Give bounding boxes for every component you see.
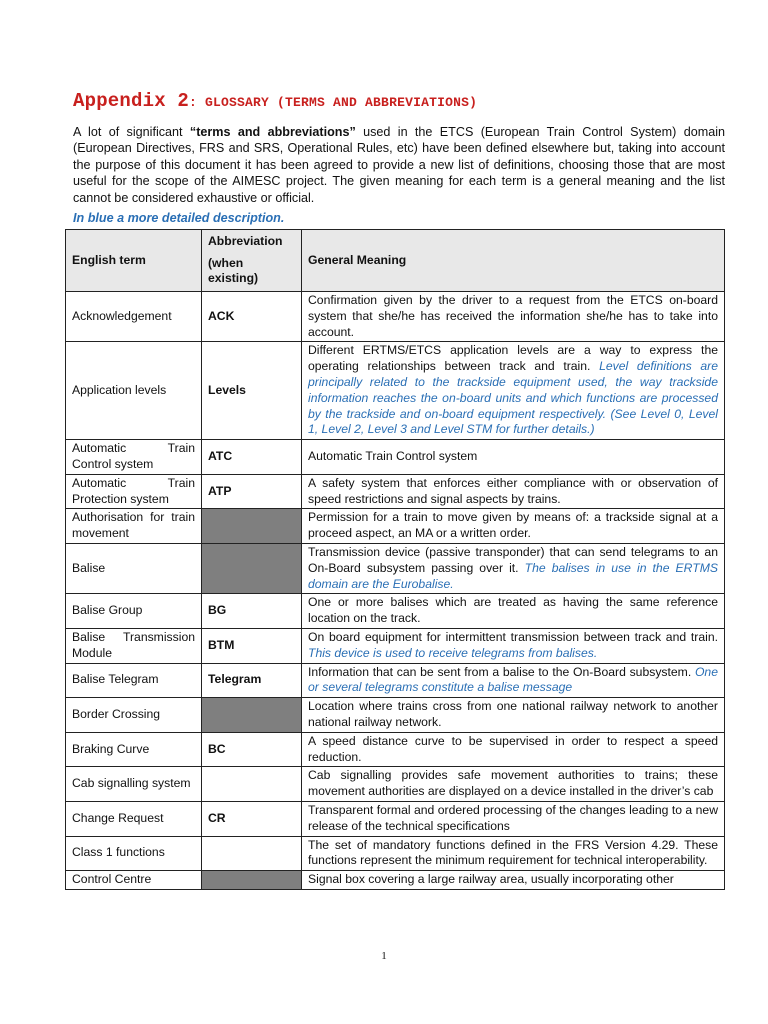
term-cell: Automatic Train Control system xyxy=(66,440,202,475)
term-cell: Border Crossing xyxy=(66,698,202,733)
header-abbreviation xyxy=(202,230,302,292)
meaning-cell xyxy=(302,509,725,544)
meaning-text: Confirmation given by the driver to a request from the ETCS on-board system that she/he has received the information she/he has to take into account. xyxy=(308,293,718,339)
term-cell: Authorisation for train movement xyxy=(66,509,202,544)
meaning-text: A safety system that enforces either compliance with or observation of speed restrictions and signal aspects by trains. xyxy=(308,475,718,506)
abbreviation-cell: BC xyxy=(202,732,302,767)
meaning-detail: Level definitions are principally related to the trackside equipment used, the way trackside information reaches the on-board units and which functions are processed by the trackside and on-board equipment respectively. (See Level 0, Level 1, Level 2, Level 3 and Level STM for further details.) xyxy=(308,359,718,437)
term-cell: Class 1 functions xyxy=(66,836,202,871)
term-cell: Control Centre xyxy=(66,871,202,890)
meaning-cell xyxy=(302,871,725,890)
table-row xyxy=(66,474,725,509)
table-row xyxy=(66,342,725,440)
abbreviation-cell xyxy=(202,836,302,871)
term-cell: Cab signalling system xyxy=(66,767,202,802)
page-title xyxy=(73,90,477,112)
abbreviation-cell xyxy=(202,871,302,890)
meaning-text: Location where trains cross from one national railway network to another national railway network. xyxy=(308,699,718,729)
table-row xyxy=(66,663,725,698)
table-row xyxy=(66,594,725,629)
table-row xyxy=(66,543,725,593)
intro-bold-term: “terms and abbreviations” xyxy=(189,125,356,139)
meaning-cell xyxy=(302,543,725,593)
meaning-cell xyxy=(302,342,725,440)
meaning-text: On board equipment for intermittent transmission between track and train. xyxy=(308,629,718,644)
meaning-cell xyxy=(302,732,725,767)
meaning-text: One or more balises which are treated as having the same reference location on the track. xyxy=(308,595,718,626)
table-row xyxy=(66,836,725,871)
meaning-text: The set of mandatory functions defined in the FRS Version 4.29. These functions represent the minimum requirement for technical interoperability. xyxy=(308,837,718,868)
title-main: Appendix 2 xyxy=(73,90,190,112)
meaning-cell xyxy=(302,474,725,509)
blue-note: In blue a more detailed description. xyxy=(73,211,285,225)
table-row xyxy=(66,628,725,663)
term-cell: Balise Transmission Module xyxy=(66,628,202,663)
table-row xyxy=(66,732,725,767)
abbreviation-cell: BG xyxy=(202,594,302,629)
meaning-detail: This device is used to receive telegrams from balises. xyxy=(308,645,598,660)
meaning-text: Signal box covering a large railway area, usually incorporating other xyxy=(308,872,674,887)
glossary-table xyxy=(65,229,725,890)
table-row xyxy=(66,509,725,544)
page-number: 1 xyxy=(381,950,387,962)
meaning-cell xyxy=(302,440,725,475)
glossary-body xyxy=(66,292,725,890)
meaning-cell xyxy=(302,698,725,733)
term-cell: Balise xyxy=(66,543,202,593)
abbreviation-cell xyxy=(202,698,302,733)
intro-text-end: used in the ETCS (European Train Control System) domain (European Directives, FRS and SRS, Operational Rules, etc) have been defined elsewhere but, taking into account the purpose of this document it has been agreed to provide a new list of definitions, choosing those that are most useful for the scope of the AIMESC project. The given meaning for each term is a general meaning and the list cannot be considered exhaustive or official. xyxy=(73,125,726,205)
abbreviation-cell xyxy=(202,509,302,544)
meaning-detail: The balises in use in the ERTMS domain are the Eurobalise. xyxy=(308,560,718,591)
meaning-text: Different ERTMS/ETCS application levels are a way to express the operating relationships between track and train. xyxy=(308,343,718,374)
meaning-cell xyxy=(302,836,725,871)
meaning-text: Permission for a train to move given by means of: a trackside signal at a proceed aspect, an MA or a written order. xyxy=(308,510,718,541)
term-cell: Balise Group xyxy=(66,594,202,629)
meaning-text: Cab signalling provides safe movement authorities to trains; these movement authorities are displayed on a device installed in the driver’s cab xyxy=(308,768,718,799)
table-header-row xyxy=(66,230,725,292)
meaning-cell xyxy=(302,663,725,698)
meaning-text: Automatic Train Control system xyxy=(308,449,478,464)
table-row xyxy=(66,801,725,836)
meaning-cell xyxy=(302,767,725,802)
meaning-text: A speed distance curve to be supervised in order to respect a speed reduction. xyxy=(308,733,718,764)
table-row xyxy=(66,871,725,890)
meaning-cell xyxy=(302,594,725,629)
table-row xyxy=(66,292,725,342)
meaning-cell xyxy=(302,628,725,663)
header-abbr-line1: Abbreviation xyxy=(208,233,283,248)
meaning-cell xyxy=(302,292,725,342)
intro-text-start: A lot of significant xyxy=(73,125,190,139)
meaning-text: Transmission device (passive transponder) that can send telegrams to an On-Board subsystem passing over it. xyxy=(308,544,718,575)
abbreviation-cell: Levels xyxy=(202,342,302,440)
term-cell: Acknowledgement xyxy=(66,292,202,342)
abbreviation-cell xyxy=(202,767,302,802)
meaning-text: Information that can be sent from a balise to the On-Board subsystem. xyxy=(308,664,695,679)
term-cell: Change Request xyxy=(66,801,202,836)
table-row xyxy=(66,440,725,475)
header-abbr-line2: (when existing) xyxy=(208,255,259,286)
meaning-detail: One or several telegrams constitute a balise message xyxy=(308,664,718,695)
header-english-term: English term xyxy=(66,230,202,292)
abbreviation-cell: BTM xyxy=(202,628,302,663)
abbreviation-cell: ACK xyxy=(202,292,302,342)
title-sub: : GLOSSARY (TERMS AND ABBREVIATIONS) xyxy=(189,95,478,110)
abbreviation-cell: CR xyxy=(202,801,302,836)
abbreviation-cell: ATC xyxy=(202,440,302,475)
meaning-cell xyxy=(302,801,725,836)
abbreviation-cell: ATP xyxy=(202,474,302,509)
abbreviation-cell xyxy=(202,543,302,593)
term-cell: Automatic Train Protection system xyxy=(66,474,202,509)
table-row xyxy=(66,698,725,733)
header-general-meaning: General Meaning xyxy=(302,230,725,292)
table-row xyxy=(66,767,725,802)
term-cell: Application levels xyxy=(66,342,202,440)
term-cell: Braking Curve xyxy=(66,732,202,767)
meaning-text: Transparent formal and ordered processing of the changes leading to a new release of the technical specifications xyxy=(308,802,718,833)
intro-paragraph xyxy=(73,124,725,206)
abbreviation-cell: Telegram xyxy=(202,663,302,698)
term-cell: Balise Telegram xyxy=(66,663,202,698)
